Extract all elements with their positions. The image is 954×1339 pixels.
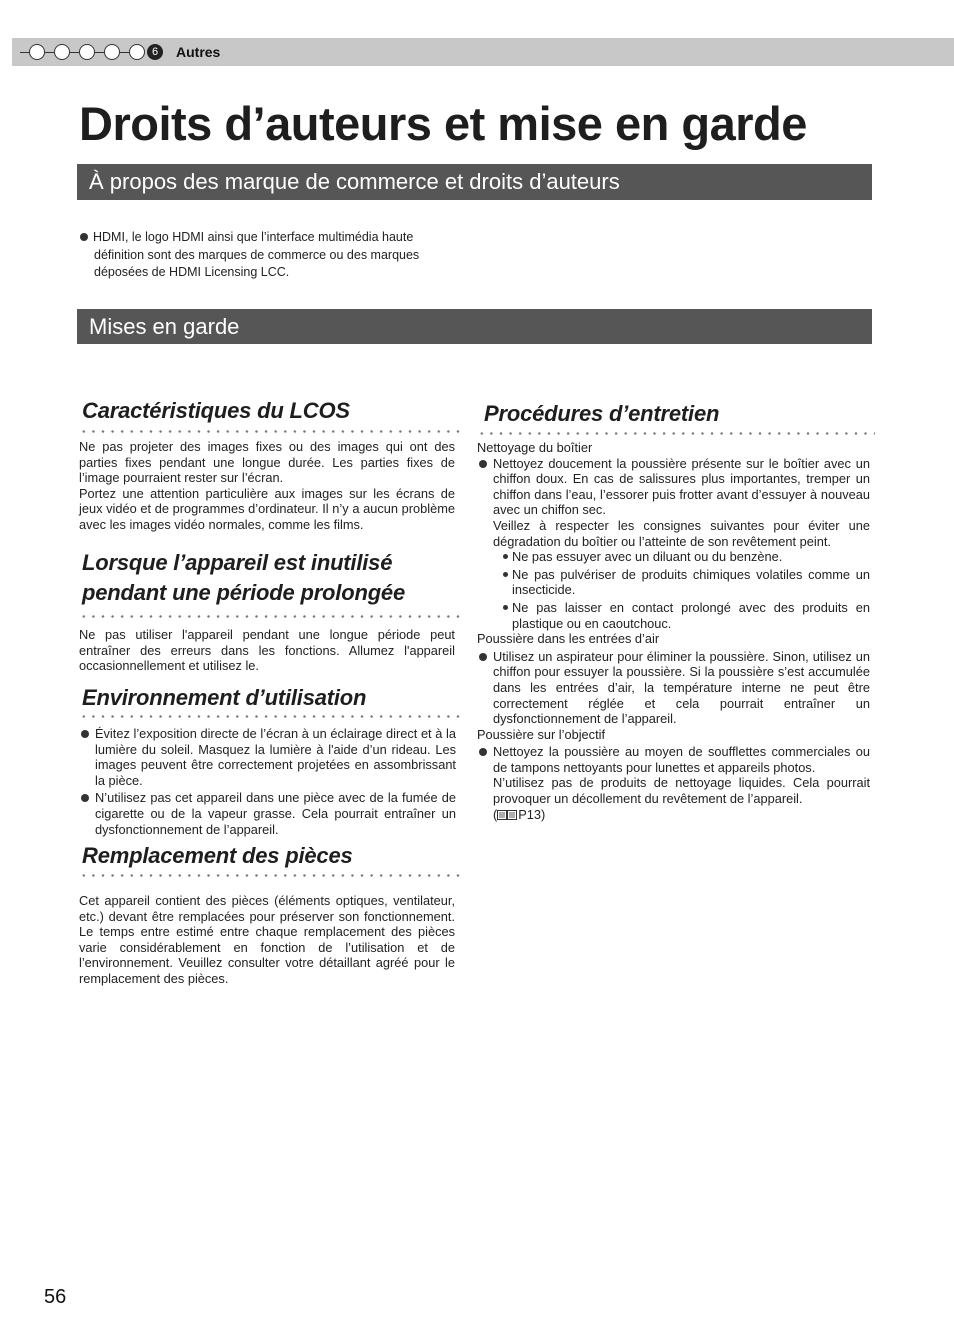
inutilise-text: Ne pas utiliser l'appareil pendant une longue période peut entraîner des erreurs dans les fonctions. Allumez l'appareil occasionnellement et utilisez le.	[79, 627, 455, 674]
dotted-divider	[477, 432, 875, 435]
boitier-item: Nettoyez doucement la poussière présente sur le boîtier avec un chiffon doux. En cas de salissures plus importantes, tremper un chiffon dans l’eau, l’essorer puis frotter avant d’essuyer à nouveau avec un chiffon sec.	[477, 456, 870, 518]
dotted-divider	[79, 430, 463, 433]
heading-remplacement: Remplacement des pièces	[82, 843, 353, 868]
boitier-sub-item-2: Ne pas pulvériser de produits chimiques volatiles comme un insecticide.	[477, 567, 870, 598]
page-reference: ( P13)	[493, 806, 546, 822]
environnement-item-2: N’utilisez pas cet appareil dans une pièce avec de la fumée de cigarette ou de la vapeur grasse. Cela pourrait entraîner un dysfonctionnement de l’appareil.	[79, 790, 456, 837]
trademark-note	[80, 229, 480, 282]
label-boitier: Nettoyage du boîtier	[477, 440, 593, 455]
lcos-paragraph-1: Ne pas projeter des images fixes ou des images qui ont des parties fixes pendant une longue durée. Les parties fixes de l’image pourraient rester sur l’écran.	[79, 439, 455, 486]
book-reference-icon	[497, 810, 517, 820]
boitier-note: Veillez à respecter les consignes suivantes pour éviter une dégradation du boîtier ou l’atteinte de son revêtement peint.	[493, 517, 870, 549]
chapter-step-4	[104, 44, 120, 60]
dotted-divider	[79, 615, 463, 618]
boitier-sub-item-3: Ne pas laisser en contact prolongé avec des produits en plastique ou en caoutchouc.	[477, 600, 870, 631]
nav-connector	[95, 52, 104, 53]
nav-connector	[45, 52, 54, 53]
dotted-divider	[79, 715, 463, 718]
objectif-note: N’utilisez pas de produits de nettoyage liquides. Cela pourrait provoquer un décollement du revêtement de l’appareil.	[493, 775, 870, 807]
trademark-line-1: HDMI, le logo HDMI ainsi que l’interface multimédia haute	[80, 229, 480, 247]
nav-connector	[120, 52, 129, 53]
label-entrees-air: Poussière dans les entrées d’air	[477, 631, 660, 647]
environnement-item-1: Évitez l’exposition directe de l’écran à un éclairage direct et à la lumière du soleil. Masquez la lumière à l'aide d’un rideau. Les images peuvent être correctement projetées en assombrissant la pièce.	[79, 726, 456, 788]
chapter-step-1	[29, 44, 45, 60]
nav-connector	[20, 52, 29, 53]
lcos-text	[79, 439, 455, 533]
dotted-divider	[79, 874, 463, 877]
label-objectif: Poussière sur l’objectif	[477, 726, 606, 742]
section-heading-trademarks: À propos des marque de commerce et droits d’auteurs	[77, 164, 872, 200]
chapter-nav	[20, 43, 220, 61]
chapter-step-2	[54, 44, 70, 60]
heading-lcos: Caractéristiques du LCOS	[82, 398, 350, 423]
trademark-line-3: déposées de HDMI Licensing LCC.	[94, 265, 290, 279]
heading-environnement: Environnement d’utilisation	[82, 685, 367, 710]
air-item: Utilisez un aspirateur pour éliminer la poussière. Sinon, utilisez un chiffon pour essuyer la poussière. Si la poussière s’est accumulée dans les entrées d’air, la température interne ne peut être correctement réglée et cela pourrait entraîner un dysfonctionnement de l’appareil.	[477, 649, 870, 727]
heading-entretien: Procédures d’entretien	[484, 401, 720, 426]
chapter-step-5	[129, 44, 145, 60]
chapter-number-badge: 6	[147, 44, 163, 60]
bullet-icon	[80, 233, 88, 241]
lcos-paragraph-2: Portez une attention particulière aux images sur les écrans de jeux vidéo et de programmes d’ordinateur. Il n’y a aucun problème avec les images vidéo normales, comme les films.	[79, 485, 455, 532]
trademark-line-2: définition sont des marques de commerce ou des marques	[94, 247, 420, 262]
page-title: Droits d’auteurs et mise en garde	[79, 97, 807, 150]
nav-connector	[70, 52, 79, 53]
objectif-item: Nettoyez la poussière au moyen de soufflettes commerciales ou de tampons nettoyants pour lunettes et appareils photos.	[477, 744, 870, 775]
remplacement-text: Cet appareil contient des pièces (éléments optiques, ventilateur, etc.) devant être remplacées pour préserver son fonctionnement. Le temps entre estimé entre chaque remplacement des pièces varie considérablement en fonction de l’utilisation et de l’environnement. Veuillez consulter votre détaillant agréé pour le remplacement des pièces.	[79, 893, 455, 986]
boitier-sub-item-1: Ne pas essuyer avec un diluant ou du benzène.	[477, 549, 870, 565]
section-heading-cautions: Mises en garde	[77, 309, 872, 344]
environnement-list	[79, 726, 456, 837]
chapter-step-3	[79, 44, 95, 60]
heading-inutilise: Lorsque l’appareil est inutilisé pendant une période prolongée	[82, 550, 405, 605]
entretien-content	[477, 440, 870, 822]
chapter-label: Autres	[176, 44, 221, 60]
page-number: 56	[44, 1286, 67, 1308]
